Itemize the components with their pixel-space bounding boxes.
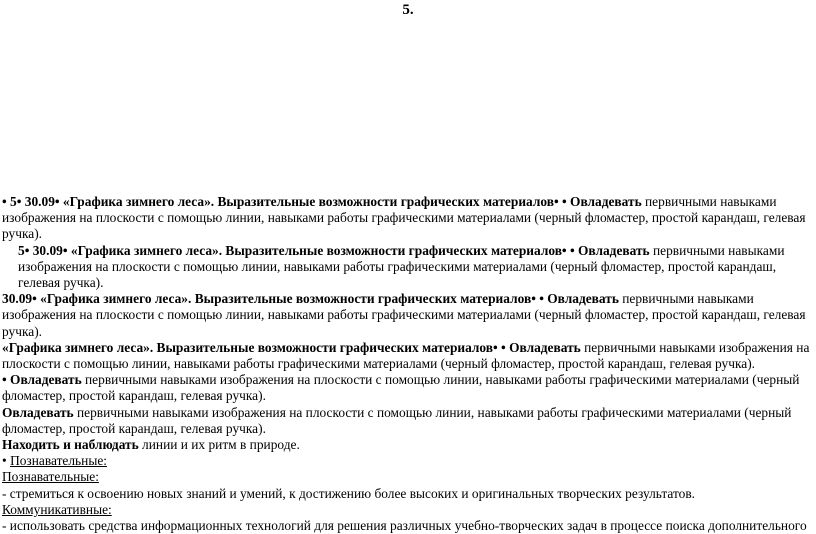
paragraph-3 bbox=[2, 291, 812, 340]
paragraph-1 bbox=[2, 194, 812, 243]
section-heading: Познавательные: bbox=[2, 469, 99, 485]
paragraph-lead: • 5• 30.09• «Графика зимнего леса». Выразительные возможности графических материалов• • Овладевать bbox=[2, 194, 642, 209]
paragraph-text: первичными навыками изображения на плоскости с помощью линии, навыками работы графическими материалами (черный фломастер, простой карандаш, гелевая ручка). bbox=[2, 372, 800, 404]
cognitive-heading-bulleted bbox=[2, 453, 812, 469]
paragraph-lead: • Овладевать bbox=[2, 372, 82, 388]
communicative-heading bbox=[2, 502, 812, 518]
section-heading: Коммуникативные: bbox=[2, 501, 112, 517]
paragraph-text: первичными навыками изображения на плоскости с помощью линии, навыками работы графическими материалами (черный фломастер, простой карандаш, гелевая ручка). bbox=[2, 291, 806, 339]
cognitive-heading bbox=[2, 469, 812, 485]
paragraph-4 bbox=[2, 340, 812, 372]
paragraph-text: первичными навыками изображения на плоскости с помощью линии, навыками работы графическими материалами (черный фломастер, простой карандаш, гелевая ручка). bbox=[2, 194, 806, 242]
paragraph-text: первичными навыками изображения на плоскости с помощью линии, навыками работы графическими материалами (черный фломастер, простой карандаш, гелевая ручка). bbox=[2, 404, 792, 436]
paragraph-6 bbox=[2, 405, 812, 437]
page-number: 5. bbox=[402, 2, 414, 18]
paragraph-lead: 30.09• «Графика зимнего леса». Выразительные возможности графических материалов• • Овладевать bbox=[2, 291, 619, 307]
paragraph-2 bbox=[2, 243, 812, 292]
document-body bbox=[2, 194, 812, 534]
communicative-text: - использовать средства информационных технологий для решения различных учебно-творческих задач в процессе поиска дополнительного bbox=[2, 518, 807, 534]
bullet-icon: • bbox=[2, 453, 7, 469]
paragraph-7 bbox=[2, 437, 812, 453]
paragraph-lead: 5• 30.09• «Графика зимнего леса». Выразительные возможности графических материалов• • Овладевать bbox=[18, 242, 650, 258]
paragraph-5 bbox=[2, 372, 812, 404]
paragraph-text: первичными навыками изображения на плоскости с помощью линии, навыками работы графическими материалами (черный фломастер, простой карандаш, гелевая ручка). bbox=[2, 339, 810, 372]
cognitive-text: - стремиться к освоению новых знаний и умений, к достижению более высоких и оригинальных творческих результатов. bbox=[2, 485, 695, 501]
paragraph-lead: «Графика зимнего леса». Выразительные возможности графических материалов• • Овладевать bbox=[2, 339, 581, 355]
paragraph-lead: Овладевать bbox=[2, 404, 74, 420]
paragraph-text: линии и их ритм в природе. bbox=[138, 437, 300, 453]
section-heading: Познавательные: bbox=[10, 453, 107, 469]
paragraph-text: первичными навыками изображения на плоскости с помощью линии, навыками работы графическими материалами (черный фломастер, простой карандаш, гелевая ручка). bbox=[18, 242, 785, 291]
paragraph-lead: Находить и наблюдать bbox=[2, 437, 139, 453]
